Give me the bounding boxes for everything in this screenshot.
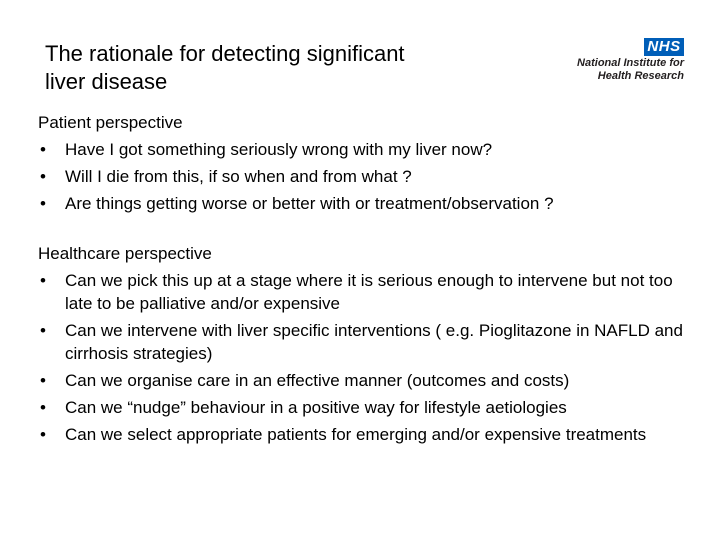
bullet-item: • Are things getting worse or better with or treatment/observation ? <box>38 192 688 215</box>
bullet-item: • Have I got something seriously wrong with my liver now? <box>38 138 688 161</box>
nhs-badge: NHS <box>644 38 684 56</box>
nihr-logo <box>552 38 686 86</box>
bullet-item: • Can we pick this up at a stage where it is serious enough to intervene but not too late to be palliative and/or expensive <box>38 269 688 315</box>
slide-title-line-2: liver disease <box>45 69 168 94</box>
bullet-item: • Can we “nudge” behaviour in a positive way for lifestyle aetiologies <box>38 396 688 419</box>
section-spacer <box>38 215 688 242</box>
slide-title-line-1: The rationale for detecting significant <box>45 41 405 66</box>
slide-body <box>38 111 688 446</box>
bullet-item: • Will I die from this, if so when and from what ? <box>38 165 688 188</box>
bullet-item: • Can we intervene with liver specific interventions ( e.g. Pioglitazone in NAFLD and cirrhosis strategies) <box>38 319 688 365</box>
bullet-item: • Can we organise care in an effective manner (outcomes and costs) <box>38 369 688 392</box>
bullet-item: • Can we select appropriate patients for emerging and/or expensive treatments <box>38 423 688 446</box>
section-heading: Healthcare perspective <box>38 244 212 263</box>
nihr-logo-text <box>577 57 684 83</box>
nihr-logo-line-1: National Institute for <box>577 57 684 69</box>
nihr-logo-line-2: Health Research <box>597 70 684 82</box>
section-heading: Patient perspective <box>38 113 183 132</box>
patient-perspective-section <box>38 111 688 215</box>
bullet-list <box>38 138 688 215</box>
slide-title <box>45 40 515 96</box>
bullet-list <box>38 269 688 446</box>
healthcare-perspective-section <box>38 242 688 446</box>
